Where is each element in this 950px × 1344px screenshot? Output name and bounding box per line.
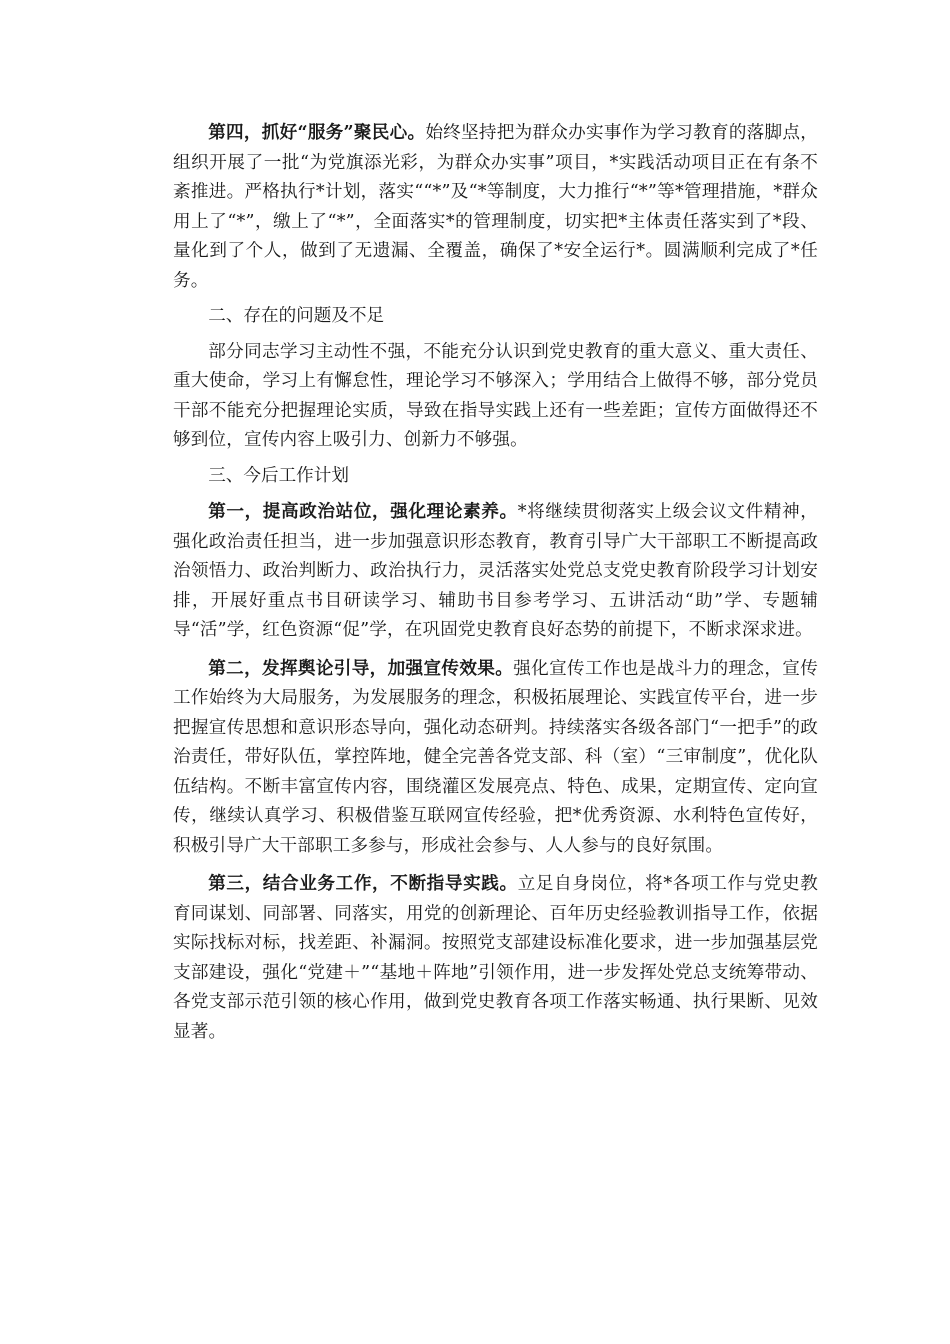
paragraph-publicity: [173, 654, 818, 862]
paragraph-lead: 第四，抓好“服务”聚民心。: [208, 122, 426, 143]
paragraph-problems: [173, 338, 818, 456]
paragraph-political-stance: [173, 497, 818, 646]
section-heading-plan: 三、今后工作计划: [208, 465, 349, 486]
paragraph-body: 部分同志学习主动性不强，不能充分认识到党史教育的重大意义、重大责任、重大使命，学习上有懈怠性，理论学习不够深入；学用结合上做得不够，部分党员干部不能充分把握理论实质，导致在指导实践上还有一些差距；宣传方面做得还不够到位，宣传内容上吸引力、创新力不够强。: [173, 341, 818, 450]
paragraph-lead: 第一，提高政治站位，强化理论素养。: [208, 501, 518, 522]
section-heading-problems: 二、存在的问题及不足: [208, 306, 385, 326]
paragraph-body: 立足自身岗位，将*各项工作与党史教育同谋划、同部署、同落实，用党的创新理论、百年历史经验教训指导工作，依据实际找标对标，找差距、补漏洞。按照党支部建设标准化要求，进一步加强基层党支部建设，强化“党建＋”“基地＋阵地”引领作用，进一步发挥处党总支统筹带动、各党支部示范引领的核心作用，做到党史教育各项工作落实畅通、执行果断、见效显著。: [173, 874, 818, 1042]
document-page: [173, 118, 818, 1047]
paragraph-body: 强化宣传工作也是战斗力的理念，宣传工作始终为大局服务，为发展服务的理念，积极拓展理论、实践宣传平台，进一步把握宣传思想和意识形态导向，强化动态研判。持续落实各级各部门“一把手”的政治责任，带好队伍，掌控阵地，健全完善各党支部、科（室）“三审制度”，优化队伍结构。不断丰富宣传内容，围绕灌区发展亮点、特色、成果，定期宣传、定向宣传，继续认真学习、积极借鉴互联网宣传经验，把*优秀资源、水利特色宣传好，积极引导广大干部职工多参与，形成社会参与、人人参与的良好氛围。: [173, 658, 818, 856]
paragraph-practice: [173, 869, 818, 1047]
paragraph-body: *将继续贯彻落实上级会议文件精神，强化政治责任担当，进一步加强意识形态教育，教育引导广大干部职工不断提高政治领悟力、政治判断力、政治执行力，灵活落实处党总支党史教育阶段学习计划安排，开展好重点书目研读学习、辅助书目参考学习、五讲活动“助”学、专题辅导“活”学，红色资源“促”学，在巩固党史教育良好态势的前提下，不断求深求进。: [173, 502, 818, 640]
paragraph-service: [173, 118, 818, 296]
paragraph-lead: 第三，结合业务工作，不断指导实践。: [208, 873, 518, 894]
paragraph-body: 始终坚持把为群众办实事作为学习教育的落脚点，组织开展了一批“为党旗添光彩，为群众办实事”项目，*实践活动项目正在有条不紊推进。严格执行*计划，落实““*”及“*等制度，大力推行“*”等*管理措施，*群众用上了“*”，缴上了“*”，全面落实*的管理制度，切实把*主体责任落实到了*段、量化到了个人，做到了无遗漏、全覆盖，确保了*安全运行*。圆满顺利完成了*任务。: [173, 123, 818, 291]
paragraph-lead: 第二，发挥舆论引导，加强宣传效果。: [208, 657, 514, 679]
